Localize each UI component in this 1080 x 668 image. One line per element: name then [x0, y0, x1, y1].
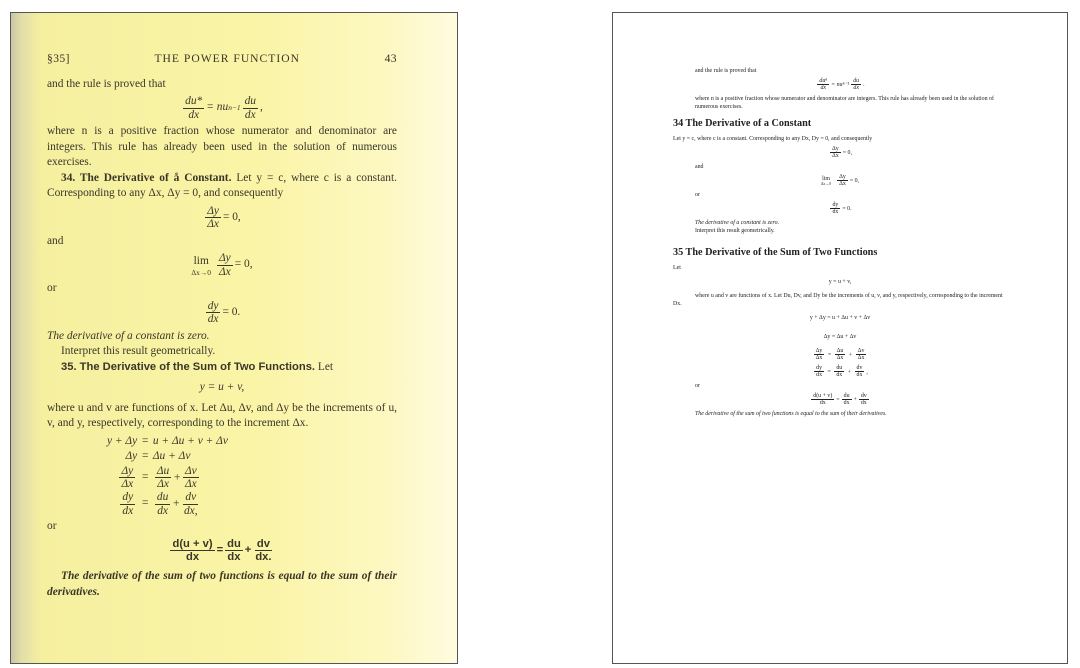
sum-final-equation — [47, 538, 397, 564]
final-num2: du — [227, 537, 241, 550]
t-delta-y: Δy — [832, 145, 839, 152]
t-rule-num: duⁿ — [819, 78, 828, 84]
final-num: d(u + v) — [172, 537, 213, 550]
step4-lhs — [107, 491, 137, 517]
intro-line: and the rule is proved that — [47, 77, 166, 90]
step4-du: du — [156, 490, 169, 503]
step3-eq: = — [141, 471, 149, 484]
t-dx: dx — [832, 209, 839, 216]
rule-den: dx — [188, 108, 200, 121]
t-final-den2: dx — [843, 400, 850, 407]
t-lim-sub: Δx→0 — [820, 182, 832, 186]
t-lim-delta-y: Δy — [839, 173, 846, 180]
running-title: THE POWER FUNCTION — [154, 52, 300, 65]
t-eq4-dx2: dx — [836, 372, 843, 379]
step4-plus: + — [172, 497, 180, 510]
t-eq4-dv: dv — [856, 364, 863, 371]
step4-dv: dv — [185, 490, 197, 503]
step4-dy: dy — [122, 490, 134, 503]
t-eq3-dx: Δx — [815, 355, 823, 362]
dy: dy — [207, 299, 219, 312]
step3-dx2: Δx — [157, 478, 169, 491]
step3-dv: Δv — [184, 464, 197, 477]
t-rule-tail: . — [863, 81, 865, 88]
t-or-label: or — [695, 191, 700, 198]
t-section-35-heading: 35 The Derivative of the Sum of Two Functions — [673, 246, 878, 258]
t-power-rule-equation — [673, 78, 1007, 92]
t-section-34-heading: 34 The Derivative of a Constant — [673, 117, 812, 129]
and-label: and — [47, 234, 64, 247]
rule-explanation: where n is a positive fraction whose numerator and denominator are integers. This rule has already been used in the solution of numerous exercises. — [47, 125, 397, 169]
t-lim-word: lim — [822, 176, 830, 182]
t-sum-derivation — [673, 314, 1007, 379]
t-eq4-eq: = — [827, 369, 831, 376]
t-eq3-dx2: Δx — [836, 355, 844, 362]
section-35-let: Let — [317, 360, 334, 373]
page-number: 43 — [384, 52, 397, 65]
scanned-page-content — [47, 51, 397, 600]
eq-zero: = 0, — [222, 210, 241, 223]
t-eq4-du: du — [836, 364, 843, 371]
t-eq4-comma: , — [866, 369, 868, 376]
lim-sub: Δx→0 — [191, 268, 211, 278]
t-lim-delta-x: Δx — [839, 181, 846, 188]
step4-eq: = — [141, 497, 149, 510]
t-eq2: Δy = Δu + Δv — [823, 333, 857, 340]
section-34-heading: 34. The Derivative of å Constant. — [61, 171, 232, 184]
t-eq3-dv: Δv — [857, 347, 865, 354]
final-den: dx — [186, 550, 200, 563]
lim-delta-y: Δy — [219, 252, 231, 265]
t-section-34-conclusion: The derivative of a constant is zero. — [695, 219, 780, 226]
scanned-page-panel — [10, 12, 458, 664]
step3-du: Δu — [156, 464, 170, 477]
t-or-label-2: or — [695, 382, 700, 389]
rule-mid: = nu — [206, 101, 229, 114]
t-rule-explanation: where n is a positive fraction whose numerator and denominator are integers. This rule has already been used in the solution of numerous exercises. — [695, 95, 994, 110]
t-sum-definition: y = u + v, — [828, 278, 852, 285]
t-eq4-dx3: dx — [856, 372, 863, 379]
or-label-2: or — [47, 520, 57, 533]
t-final-den: dx — [819, 400, 826, 407]
t-eq4-plus: + — [847, 369, 852, 376]
step4-dx3: dx, — [183, 504, 198, 517]
t-eq3-du: Δu — [836, 347, 844, 354]
t-eq-zero: = 0, — [842, 149, 852, 156]
t-final-den3: dx — [860, 400, 867, 407]
sum-definition: y = u + v, — [199, 381, 245, 394]
t-final-num: d(u + v) — [813, 392, 833, 399]
delta-equation — [47, 205, 397, 231]
section-34-paragraph — [47, 171, 397, 202]
running-header — [47, 51, 397, 67]
t-eq3-dx3: Δx — [857, 355, 865, 362]
step2-eq: = — [141, 450, 149, 463]
final-eq: = — [216, 543, 224, 556]
lim-delta-x: Δx — [219, 265, 231, 278]
t-eq4-dx: dx — [816, 372, 823, 379]
t-rule-num2: du — [853, 78, 860, 84]
derivative-equation — [47, 300, 397, 326]
step1-eq: = — [141, 434, 149, 447]
scanned-page — [11, 13, 457, 663]
dx: dx — [207, 313, 219, 326]
final-num3: dv — [256, 537, 270, 550]
t-section-35-text: where u and v are functions of x. Let Du, Dv, and Dy be the increments of u, v, and y, respectively, corresponding to the increment Dx. — [673, 292, 1003, 307]
step2-lhs: Δy — [125, 450, 138, 463]
section-35-paragraph — [47, 360, 397, 376]
step3-lhs — [107, 465, 137, 491]
t-and-label: and — [695, 163, 704, 170]
delta-y: Δy — [207, 204, 219, 217]
transcribed-page-content — [673, 67, 1007, 418]
or-label: or — [47, 282, 57, 295]
eq-zero-end: = 0. — [222, 306, 241, 319]
step1-rhs: u + Δu + v + Δv — [152, 434, 228, 447]
rule-tail: , — [259, 101, 263, 114]
t-final-num2: du — [843, 392, 850, 399]
t-eq3 — [812, 348, 869, 362]
t-rule-mid: = nuⁿ⁻¹ — [831, 81, 850, 88]
step1-lhs: y + Δy — [107, 434, 138, 447]
transcribed-page — [613, 13, 1067, 663]
rule-exp: n−1 — [228, 103, 241, 113]
t-delta-x: Δx — [832, 153, 839, 160]
sum-derivation — [107, 434, 228, 517]
step4-dx: dx — [122, 504, 134, 517]
step2-rhs: Δu + Δv — [152, 450, 191, 463]
rule-num2: du — [244, 95, 256, 107]
rule-den2: dx — [244, 108, 256, 121]
t-sum-final-equation — [673, 393, 1007, 407]
rule-num: du* — [185, 95, 203, 107]
step4-rhs — [153, 491, 228, 517]
t-delta-equation — [673, 146, 1007, 160]
t-final-plus: + — [853, 396, 857, 403]
step3-plus: + — [173, 471, 181, 484]
power-rule-equation — [47, 95, 397, 121]
final-plus: + — [244, 543, 252, 556]
t-section-35-conclusion: The derivative of the sum of two functions is equal to the sum of their derivatives. — [695, 410, 887, 417]
t-eq3-eq: = — [827, 352, 832, 359]
section-35-text: where u and v are functions of x. Let Δu, Δv, and Δy be the increments of u, v, and y, respectively, corresponding to the increment Δx. — [47, 401, 397, 430]
t-rule-den2: dx — [853, 85, 859, 92]
step3-dx3: Δx — [184, 478, 197, 491]
step4-dx2: dx — [157, 504, 168, 517]
t-final-num3: dv — [860, 392, 867, 399]
t-eq-zero-end: = 0. — [842, 205, 852, 212]
step3-dy: Δy — [121, 464, 134, 477]
section-35-conclusion: The derivative of the sum of two functions is equal to the sum of their derivatives. — [47, 570, 397, 598]
step3-rhs — [153, 465, 228, 491]
delta-x: Δx — [207, 218, 219, 231]
t-section-35-let: Let — [673, 264, 681, 271]
t-derivative-equation — [673, 202, 1007, 216]
t-eq4 — [812, 365, 868, 379]
final-den2: dx — [227, 550, 241, 563]
section-ref: §35] — [47, 52, 70, 65]
limit-equation — [47, 252, 397, 278]
transcribed-page-panel — [612, 12, 1068, 664]
t-section-34-intro: Let y = c, where c is a constant. Corresponding to any Dx, Dy = 0, and consequently — [673, 135, 873, 142]
t-rule-den: dx — [820, 85, 827, 92]
final-den3: dx. — [255, 550, 272, 563]
section-34-conclusion: The derivative of a constant is zero. — [47, 329, 210, 342]
t-limit-equation — [673, 174, 1007, 188]
t-lim-eq-zero: = 0, — [849, 177, 860, 184]
section-35-heading: 35. The Derivative of the Sum of Two Functions. — [61, 360, 316, 373]
t-eq3-dy: Δy — [815, 347, 823, 354]
t-dy: dy — [832, 201, 839, 208]
step3-dx: Δx — [121, 478, 134, 491]
t-eq1: y + Δy = u + Δu + v + Δv — [809, 314, 871, 321]
section-34-interpret: Interpret this result geometrically. — [61, 345, 216, 358]
t-eq4-dy: dy — [816, 364, 823, 371]
t-eq3-plus: + — [848, 352, 853, 359]
lim-word: lim — [193, 254, 209, 267]
t-section-34-interpret: Interpret this result geometrically. — [695, 227, 775, 234]
lim-eq-zero: = 0, — [234, 258, 253, 271]
section-34-intro: Let y = c, where c is a constant. Corresponding to any Δx, Δy = 0, and consequently — [47, 171, 398, 200]
t-final-eq: = — [836, 396, 840, 403]
t-intro-line: and the rule is proved that — [695, 68, 757, 74]
